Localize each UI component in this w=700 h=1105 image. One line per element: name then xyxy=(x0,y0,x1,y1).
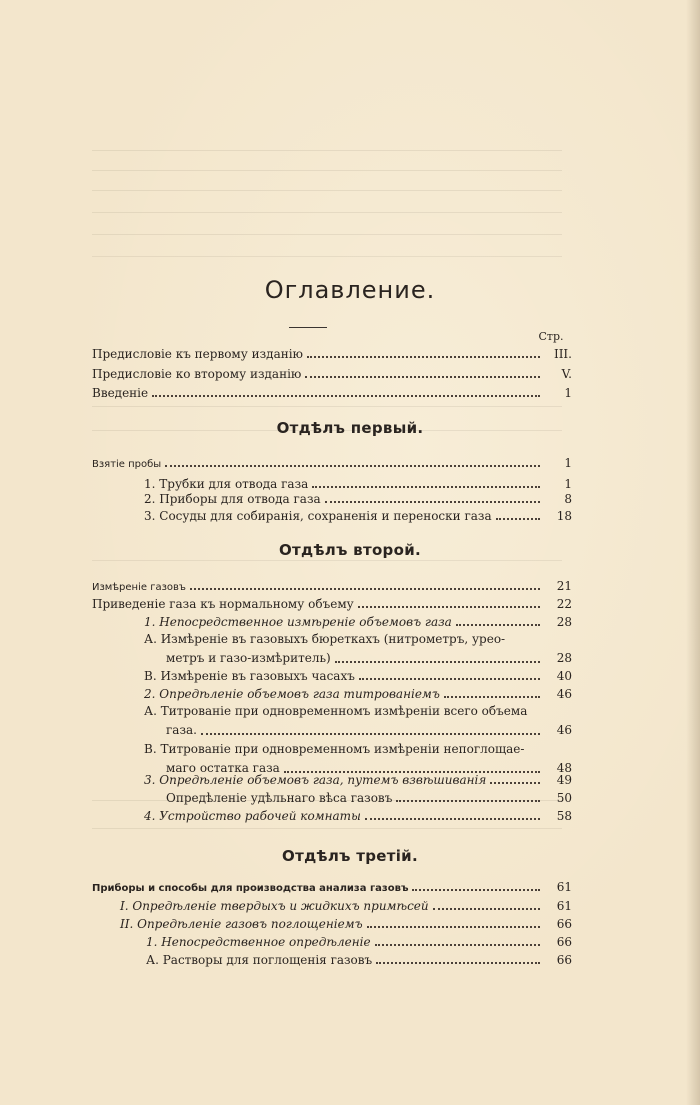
toc-entry xyxy=(146,932,572,952)
leader-dots xyxy=(412,889,540,891)
toc-entry xyxy=(92,877,572,897)
toc-entry-label: В. Измѣреніе въ газовыхъ часахъ xyxy=(144,669,355,683)
leader-dots xyxy=(307,356,540,358)
toc-entry-page: 22 xyxy=(556,597,572,611)
toc-entry-label: II. Опредѣленіе газовъ поглощеніемъ xyxy=(120,917,363,931)
leader-dots xyxy=(201,733,540,735)
toc-entry-multiline xyxy=(144,702,572,740)
toc-entry-page: 58 xyxy=(556,809,572,823)
toc-entry xyxy=(144,770,572,790)
toc-entry-label: В. Титрованіе при одновременномъ измѣреніи непоглощае- xyxy=(144,742,525,756)
toc-entry-label: 1. Непосредственное опредѣленіе xyxy=(146,935,371,949)
toc-entry xyxy=(166,788,572,808)
leader-dots xyxy=(325,501,540,503)
toc-entry xyxy=(92,344,572,364)
toc-entry-page: 66 xyxy=(556,935,572,949)
leader-dots xyxy=(359,678,540,680)
leader-dots xyxy=(165,465,540,467)
leader-dots xyxy=(396,800,540,802)
toc-entry-label: А. Титрованіе при одновременномъ измѣреніи всего объема xyxy=(144,704,528,718)
page-title: Оглавление. xyxy=(264,276,436,304)
toc-entry xyxy=(92,576,572,596)
toc-entry-label: Приведеніе газа къ нормальному объему xyxy=(92,597,354,611)
toc-entry xyxy=(92,364,572,384)
leader-dots xyxy=(490,782,540,784)
toc-entry xyxy=(92,453,572,473)
toc-entry-page: 18 xyxy=(556,509,572,523)
leader-dots xyxy=(496,518,540,520)
toc-entry-page: 48 xyxy=(556,761,572,775)
leader-dots xyxy=(312,486,540,488)
toc-entry-label-continued: газа. xyxy=(166,723,197,737)
toc-entry-page: 21 xyxy=(556,579,572,593)
toc-entry-page: 28 xyxy=(556,651,572,665)
toc-entry-label: Введеніе xyxy=(92,386,149,400)
toc-entry-page: 46 xyxy=(556,723,572,737)
leader-dots xyxy=(305,376,540,378)
toc-entry-multiline xyxy=(144,630,572,668)
leader-dots xyxy=(367,926,540,928)
toc-entry xyxy=(144,506,572,526)
toc-entry xyxy=(144,666,572,686)
leader-dots xyxy=(335,661,540,663)
toc-entry-label-continued: метръ и газо-измѣритель) xyxy=(166,651,331,665)
toc-entry-page: V. xyxy=(561,367,572,381)
toc-entry-page: 66 xyxy=(556,917,572,931)
toc-entry-page: 8 xyxy=(564,492,572,506)
toc-entry-label: Измѣреніе газовъ xyxy=(92,582,186,593)
toc-entry-page: 28 xyxy=(556,615,572,629)
toc-entry-label: Взятіе пробы xyxy=(92,459,162,470)
leader-dots xyxy=(375,944,540,946)
section-title: Отдѣлъ второй. xyxy=(278,541,422,559)
toc-entry xyxy=(92,594,572,614)
toc-entry-page: 1 xyxy=(564,456,572,470)
toc-entry-page: 50 xyxy=(556,791,572,805)
toc-entry-page: 40 xyxy=(556,669,572,683)
toc-entry-label: 2. Опредѣленіе объемовъ газа титрованіемъ xyxy=(144,687,440,701)
toc-entry-label: Предисловіе къ первому изданію xyxy=(92,347,304,361)
toc-entry xyxy=(144,806,572,826)
toc-entry xyxy=(120,896,572,916)
section-title: Отдѣлъ первый. xyxy=(276,419,424,437)
toc-entry-label: Приборы и способы для производства анализа газовъ xyxy=(92,883,409,894)
title-divider xyxy=(289,327,327,328)
toc-entry-page: 61 xyxy=(556,899,572,913)
toc-entry-label: I. Опредѣленіе твердыхъ и жидкихъ примѣсей xyxy=(120,899,429,913)
toc-entry xyxy=(144,612,572,632)
toc-entry-label: А. Измѣреніе въ газовыхъ бюреткахъ (нитрометръ, урео- xyxy=(144,632,506,646)
toc-entry-page: 66 xyxy=(556,953,572,967)
toc-entry-label-continued: маго остатка газа xyxy=(166,761,280,775)
toc-entry-page: 1 xyxy=(564,477,572,491)
toc-entry-label: Опредѣленіе удѣльнаго вѣса газовъ xyxy=(166,791,393,805)
toc-entry-page: 1 xyxy=(564,386,572,400)
toc-entry-label: 1. Непосредственное измѣреніе объемовъ газа xyxy=(144,615,452,629)
toc-entry-label: Предисловіе ко второму изданію xyxy=(92,367,302,381)
toc-entry-page: 49 xyxy=(556,773,572,787)
toc-entry-label: 2. Приборы для отвода газа xyxy=(144,492,321,506)
toc-entry xyxy=(146,950,572,970)
page-column-header: Стр. xyxy=(538,330,564,343)
toc-entry xyxy=(120,914,572,934)
toc-entry-label: 1. Трубки для отвода газа xyxy=(144,477,309,491)
leader-dots xyxy=(190,588,540,590)
leader-dots xyxy=(444,696,540,698)
toc-entry-label: А. Растворы для поглощенія газовъ xyxy=(146,953,373,967)
leader-dots xyxy=(358,606,540,608)
toc-entry-label: 3. Сосуды для собиранія, сохраненія и переноски газа xyxy=(144,509,492,523)
leader-dots xyxy=(152,395,540,397)
leader-dots xyxy=(376,962,540,964)
toc-entry-page: III. xyxy=(553,347,572,361)
toc-entry-page: 61 xyxy=(556,880,572,894)
section-title: Отдѣлъ третій. xyxy=(282,847,418,865)
leader-dots xyxy=(456,624,540,626)
leader-dots xyxy=(433,908,540,910)
toc-entry xyxy=(144,684,572,704)
toc-entry-page: 46 xyxy=(556,687,572,701)
toc-entry xyxy=(92,383,572,403)
leader-dots xyxy=(365,818,540,820)
toc-entry-label: 3. Опредѣленіе объемовъ газа, путемъ взвѣшиванія xyxy=(144,773,487,787)
toc-entry-label: 4. Устройство рабочей комнаты xyxy=(144,809,361,823)
